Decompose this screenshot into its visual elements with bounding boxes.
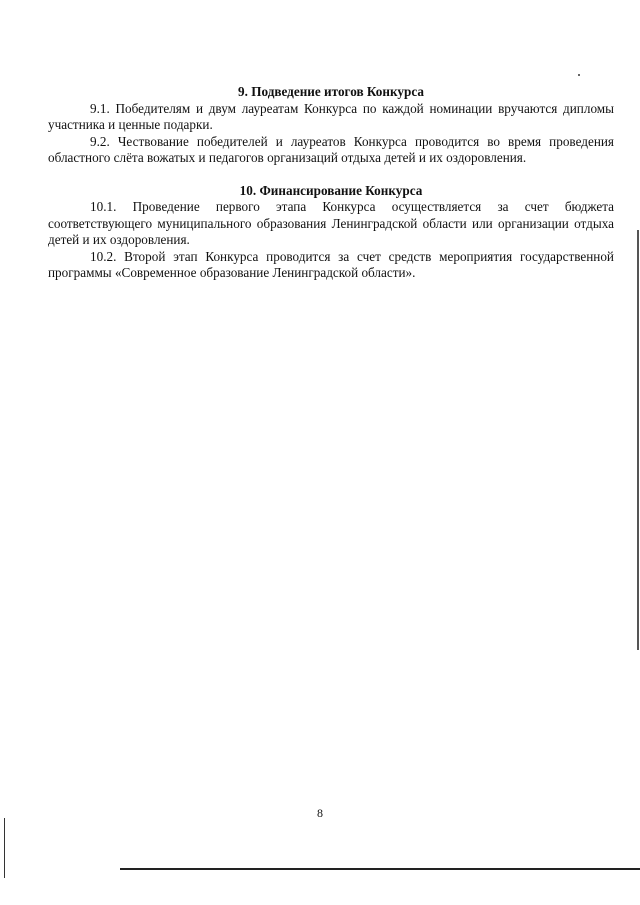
paragraph: 10.1. Проведение первого этапа Конкурса осуществляется за счет бюджета соответствующего муниципального образования Ленинградской области или организации отдыха детей и их оздоровления. — [48, 199, 614, 247]
document-body — [48, 84, 614, 298]
paragraph: 10.2. Второй этап Конкурса проводится за счет средств мероприятия государственной программы «Современное образование Ленинградской области». — [48, 248, 614, 280]
paragraph: 9.2. Чествование победителей и лауреатов Конкурса проводится во время проведения областного слёта вожатых и педагогов организаций отдыха детей и их оздоровления. — [48, 133, 614, 165]
paragraph: 9.1. Победителям и двум лауреатам Конкурса по каждой номинации вручаются дипломы участника и ценные подарки. — [48, 100, 614, 132]
section-heading: 10. Финансирование Конкурса — [239, 182, 423, 198]
scan-artifact-dot — [578, 74, 580, 76]
page-number: 8 — [317, 806, 323, 820]
section-heading: 9. Подведение итогов Конкурса — [238, 84, 424, 99]
scan-artifact-bottom-edge — [120, 868, 640, 870]
scan-artifact-right-edge — [637, 230, 639, 650]
section-financing — [48, 183, 614, 282]
scan-artifact-left-edge — [4, 818, 5, 878]
section-results — [48, 84, 614, 167]
